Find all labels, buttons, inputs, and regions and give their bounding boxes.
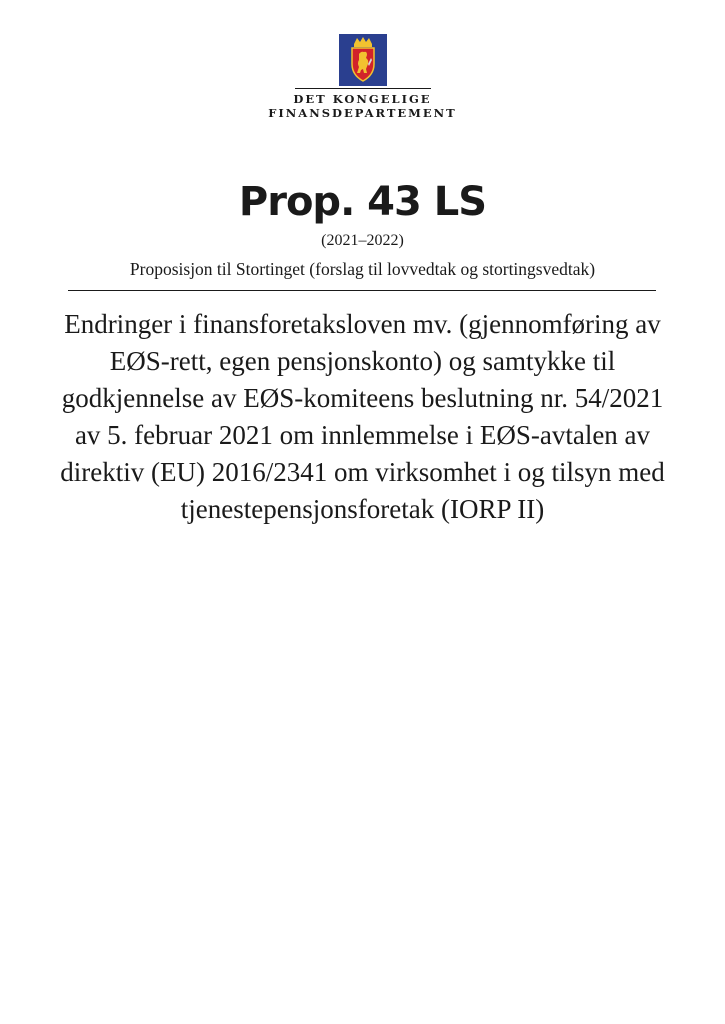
title-divider (68, 290, 656, 291)
proposition-subtitle: Proposisjon til Stortinget (forslag til lovvedtak og stortingsvedtak) (129, 259, 596, 279)
document-main-title: Endringer i finansforetaksloven mv. (gjennomføring av EØS-rett, egen pensjonskonto) og samtykke til godkjennelse av EØS-komiteens beslutning nr. 54/2021 av 5. februar 2021 om innlemmelse i EØS-avtalen av direktiv (EU) 2016/2341 om virksomhet i og tilsyn med tjenestepensjonsforetak (IORP II) (60, 309, 665, 524)
department-name-line2: FINANSDEPARTEMENT (268, 106, 457, 120)
department-logo-block (0, 34, 725, 120)
proposition-title: Prop. 43 LS (238, 179, 487, 225)
logo-rule (295, 88, 431, 89)
department-name-line1: DET KONGELIGE (293, 92, 432, 106)
parliamentary-session: (2021–2022) (321, 232, 404, 249)
coat-of-arms-icon (339, 34, 387, 86)
